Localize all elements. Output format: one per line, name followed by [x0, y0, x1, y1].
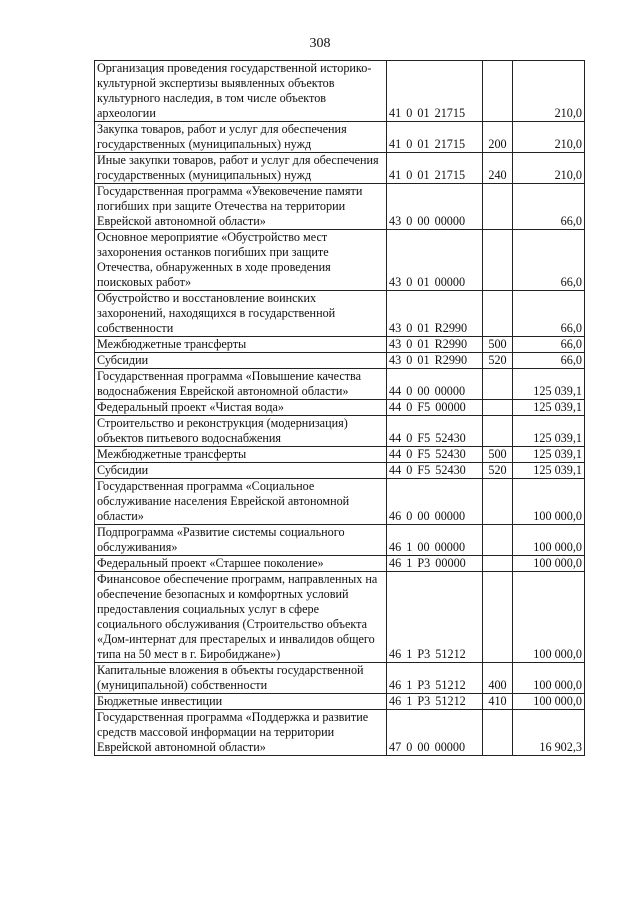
- table-row: [95, 525, 585, 556]
- table-row: [95, 479, 585, 525]
- row-sum-cell: [513, 525, 585, 556]
- row-expense-type-text: 200: [488, 137, 507, 151]
- row-code-text: 44 0 F5 52430: [389, 447, 466, 461]
- table-row: [95, 694, 585, 710]
- page-number: 308: [309, 36, 331, 51]
- row-name-text: Государственная программа «Увековечение памяти погибших при защите Отечества на территории Еврейской автономной области»: [97, 184, 363, 228]
- row-sum-cell: [513, 463, 585, 479]
- row-name-cell: [95, 153, 387, 184]
- table-row: [95, 337, 585, 353]
- row-name-cell: [95, 479, 387, 525]
- row-name-cell: [95, 572, 387, 663]
- row-name-cell: [95, 122, 387, 153]
- row-name-text: Организация проведения государственной историко-культурной экспертизы выявленных объектов культурного наследия, в том числе объектов археологии: [97, 61, 372, 120]
- table-row: [95, 353, 585, 369]
- row-code-text: 41 0 01 21715: [389, 137, 466, 151]
- row-code-cell: [387, 353, 483, 369]
- row-expense-type-text: 500: [488, 447, 507, 461]
- row-sum-cell: [513, 479, 585, 525]
- table-row: [95, 122, 585, 153]
- row-name-text: Бюджетные инвестиции: [97, 694, 223, 708]
- row-name-text: Субсидии: [97, 463, 149, 477]
- row-code-text: 44 0 F5 00000: [389, 400, 466, 414]
- row-sum-cell: [513, 694, 585, 710]
- row-expense-type-cell: [483, 122, 513, 153]
- row-sum-cell: [513, 663, 585, 694]
- row-sum-text: 125 039,1: [533, 431, 582, 445]
- row-sum-text: 210,0: [554, 137, 582, 151]
- row-sum-cell: [513, 291, 585, 337]
- row-name-cell: [95, 663, 387, 694]
- row-code-cell: [387, 694, 483, 710]
- row-code-text: 46 1 P3 00000: [389, 556, 466, 570]
- row-code-cell: [387, 61, 483, 122]
- row-expense-type-cell: [483, 61, 513, 122]
- row-name-text: Федеральный проект «Чистая вода»: [97, 400, 285, 414]
- table-row: [95, 463, 585, 479]
- row-code-cell: [387, 710, 483, 756]
- row-code-text: 43 0 00 00000: [389, 214, 466, 228]
- row-name-text: Межбюджетные трансферты: [97, 447, 247, 461]
- row-code-text: 44 0 00 00000: [389, 384, 466, 398]
- row-sum-cell: [513, 230, 585, 291]
- row-code-text: 44 0 F5 52430: [389, 463, 466, 477]
- row-name-text: Финансовое обеспечение программ, направленных на обеспечение безопасных и комфортных условий предоставления социальных услуг в сфере социального обслуживания (Строительство объекта «Дом-интернат для престарелых и инвалидов общего типа на 50 мест в г. Биробиджане»): [97, 572, 378, 661]
- row-name-cell: [95, 416, 387, 447]
- budget-table-body: [95, 61, 585, 756]
- row-name-text: Федеральный проект «Старшее поколение»: [97, 556, 324, 570]
- row-code-text: 41 0 01 21715: [389, 168, 466, 182]
- row-expense-type-cell: [483, 416, 513, 447]
- row-code-cell: [387, 122, 483, 153]
- row-sum-text: 100 000,0: [533, 678, 582, 692]
- row-expense-type-cell: [483, 463, 513, 479]
- row-sum-cell: [513, 184, 585, 230]
- row-name-cell: [95, 369, 387, 400]
- row-sum-cell: [513, 447, 585, 463]
- row-sum-cell: [513, 61, 585, 122]
- row-code-cell: [387, 663, 483, 694]
- table-row: [95, 710, 585, 756]
- row-code-cell: [387, 556, 483, 572]
- row-expense-type-cell: [483, 184, 513, 230]
- row-code-cell: [387, 400, 483, 416]
- budget-table: [94, 60, 585, 756]
- row-sum-cell: [513, 353, 585, 369]
- row-sum-text: 66,0: [560, 321, 582, 335]
- row-name-cell: [95, 230, 387, 291]
- row-expense-type-cell: [483, 710, 513, 756]
- row-code-text: 43 0 01 R2990: [389, 337, 468, 351]
- row-name-text: Государственная программа «Повышение качества водоснабжения Еврейской автономной области»: [97, 369, 362, 398]
- table-row: [95, 663, 585, 694]
- row-expense-type-cell: [483, 556, 513, 572]
- row-expense-type-cell: [483, 694, 513, 710]
- row-code-text: 44 0 F5 52430: [389, 431, 466, 445]
- row-sum-cell: [513, 369, 585, 400]
- row-sum-text: 125 039,1: [533, 384, 582, 398]
- row-expense-type-cell: [483, 663, 513, 694]
- row-name-text: Основное мероприятие «Обустройство мест захоронения останков погибших при защите Отечества, обнаруженных в ходе проведения поисковых работ»: [97, 230, 331, 289]
- table-row: [95, 291, 585, 337]
- row-name-cell: [95, 353, 387, 369]
- row-name-text: Государственная программа «Поддержка и развитие средств массовой информации на территории Еврейской автономной области»: [97, 710, 369, 754]
- row-sum-text: 66,0: [560, 275, 582, 289]
- row-code-text: 46 1 P3 51212: [389, 678, 466, 692]
- row-code-text: 46 1 P3 51212: [389, 647, 466, 661]
- row-code-cell: [387, 416, 483, 447]
- row-sum-text: 125 039,1: [533, 400, 582, 414]
- row-sum-text: 100 000,0: [533, 694, 582, 708]
- row-code-cell: [387, 463, 483, 479]
- row-code-text: 46 1 P3 51212: [389, 694, 466, 708]
- row-name-cell: [95, 400, 387, 416]
- table-row: [95, 447, 585, 463]
- row-sum-text: 16 902,3: [539, 740, 582, 754]
- row-name-text: Обустройство и восстановление воинских захоронений, находящихся в государственной собственности: [97, 291, 336, 335]
- table-row: [95, 572, 585, 663]
- row-code-cell: [387, 184, 483, 230]
- row-expense-type-text: 520: [488, 463, 507, 477]
- row-sum-cell: [513, 556, 585, 572]
- table-row: [95, 400, 585, 416]
- row-sum-text: 125 039,1: [533, 447, 582, 461]
- table-row: [95, 230, 585, 291]
- row-sum-cell: [513, 710, 585, 756]
- row-sum-cell: [513, 122, 585, 153]
- row-name-text: Закупка товаров, работ и услуг для обеспечения государственных (муниципальных) нужд: [97, 122, 347, 151]
- table-row: [95, 556, 585, 572]
- row-sum-cell: [513, 572, 585, 663]
- row-name-cell: [95, 291, 387, 337]
- row-expense-type-cell: [483, 479, 513, 525]
- row-expense-type-cell: [483, 369, 513, 400]
- row-code-cell: [387, 337, 483, 353]
- row-sum-text: 210,0: [554, 168, 582, 182]
- row-name-cell: [95, 556, 387, 572]
- row-expense-type-text: 240: [488, 168, 507, 182]
- row-sum-cell: [513, 337, 585, 353]
- row-name-cell: [95, 710, 387, 756]
- table-row: [95, 184, 585, 230]
- row-name-cell: [95, 447, 387, 463]
- row-code-text: 46 0 00 00000: [389, 509, 466, 523]
- row-name-text: Иные закупки товаров, работ и услуг для обеспечения государственных (муниципальных) нужд: [97, 153, 379, 182]
- row-expense-type-text: 410: [488, 694, 507, 708]
- row-expense-type-cell: [483, 353, 513, 369]
- row-code-text: 43 0 01 R2990: [389, 353, 468, 367]
- row-name-cell: [95, 694, 387, 710]
- row-expense-type-text: 400: [488, 678, 507, 692]
- row-name-text: Государственная программа «Социальное обслуживание населения Еврейской автономной области»: [97, 479, 350, 523]
- row-name-cell: [95, 525, 387, 556]
- row-name-text: Межбюджетные трансферты: [97, 337, 247, 351]
- row-sum-cell: [513, 400, 585, 416]
- row-code-text: 46 1 00 00000: [389, 540, 466, 554]
- row-name-cell: [95, 184, 387, 230]
- row-expense-type-cell: [483, 337, 513, 353]
- row-sum-text: 100 000,0: [533, 556, 582, 570]
- table-row: [95, 416, 585, 447]
- row-sum-text: 66,0: [560, 353, 582, 367]
- row-name-cell: [95, 463, 387, 479]
- row-sum-cell: [513, 416, 585, 447]
- row-sum-text: 125 039,1: [533, 463, 582, 477]
- row-name-cell: [95, 61, 387, 122]
- table-row: [95, 153, 585, 184]
- row-sum-text: 66,0: [560, 214, 582, 228]
- row-expense-type-cell: [483, 572, 513, 663]
- row-code-cell: [387, 153, 483, 184]
- row-expense-type-cell: [483, 230, 513, 291]
- row-expense-type-cell: [483, 447, 513, 463]
- row-expense-type-cell: [483, 525, 513, 556]
- row-expense-type-cell: [483, 400, 513, 416]
- row-sum-text: 100 000,0: [533, 509, 582, 523]
- row-sum-text: 66,0: [560, 337, 582, 351]
- row-code-text: 47 0 00 00000: [389, 740, 466, 754]
- table-row: [95, 369, 585, 400]
- row-sum-text: 210,0: [554, 106, 582, 120]
- row-code-text: 43 0 01 R2990: [389, 321, 468, 335]
- row-code-text: 41 0 01 21715: [389, 106, 466, 120]
- row-name-text: Строительство и реконструкция (модернизация) объектов питьевого водоснабжения: [97, 416, 348, 445]
- row-code-cell: [387, 291, 483, 337]
- row-name-text: Капитальные вложения в объекты государственной (муниципальной) собственности: [97, 663, 364, 692]
- row-code-cell: [387, 525, 483, 556]
- row-sum-cell: [513, 153, 585, 184]
- row-expense-type-text: 500: [488, 337, 507, 351]
- row-code-cell: [387, 369, 483, 400]
- row-code-text: 43 0 01 00000: [389, 275, 466, 289]
- row-code-cell: [387, 230, 483, 291]
- row-expense-type-text: 520: [488, 353, 507, 367]
- row-expense-type-cell: [483, 291, 513, 337]
- row-expense-type-cell: [483, 153, 513, 184]
- row-name-text: Субсидии: [97, 353, 149, 367]
- row-name-cell: [95, 337, 387, 353]
- row-code-cell: [387, 479, 483, 525]
- row-name-text: Подпрограмма «Развитие системы социального обслуживания»: [97, 525, 345, 554]
- row-sum-text: 100 000,0: [533, 540, 582, 554]
- row-sum-text: 100 000,0: [533, 647, 582, 661]
- row-code-cell: [387, 447, 483, 463]
- row-code-cell: [387, 572, 483, 663]
- table-row: [95, 61, 585, 122]
